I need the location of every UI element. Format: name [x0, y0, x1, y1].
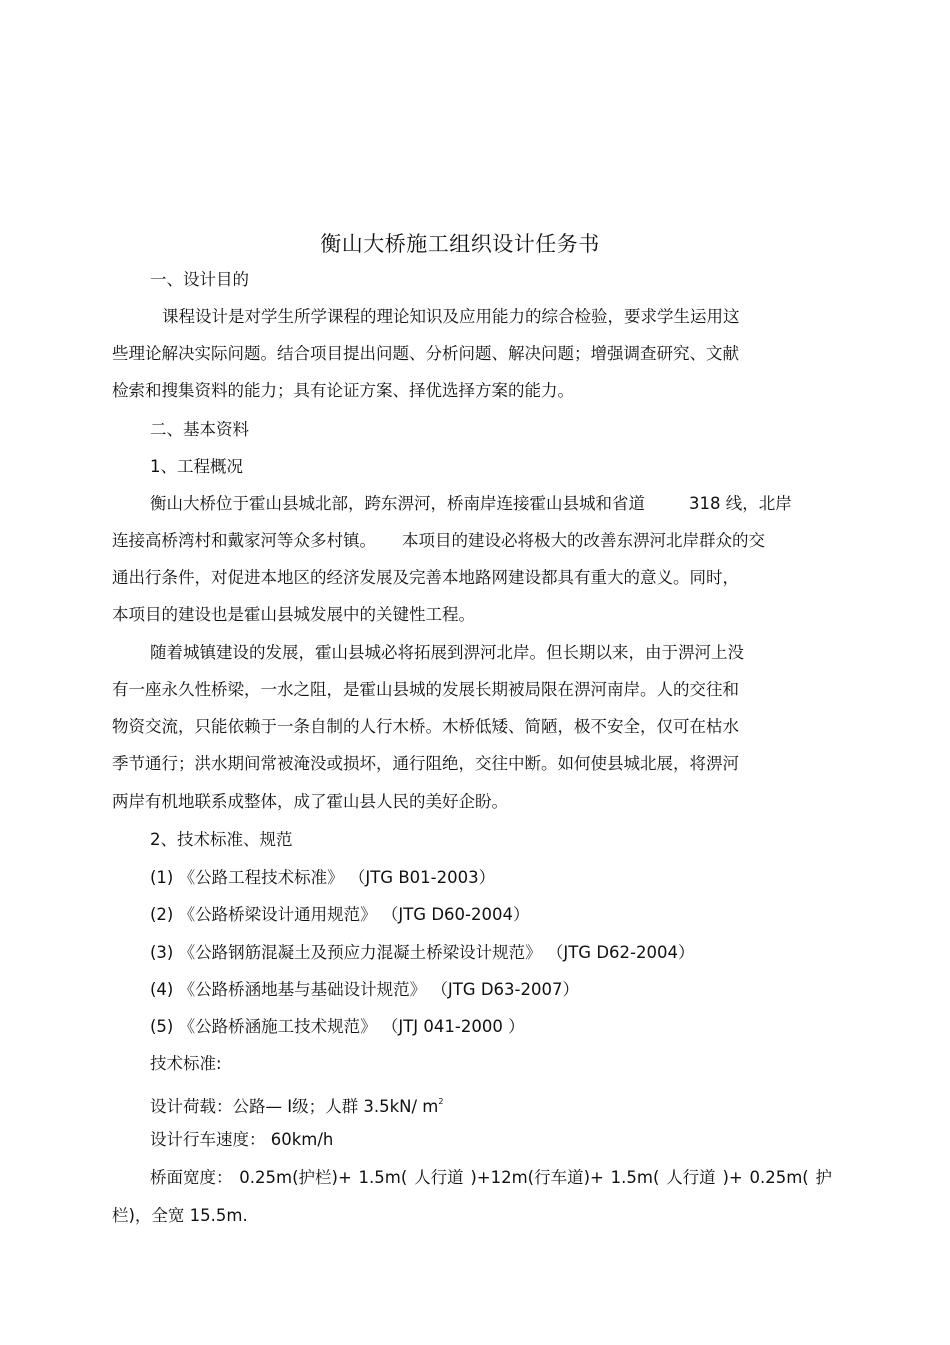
text-segment: 护 [815, 1168, 832, 1187]
deck-width-line [150, 1168, 832, 1188]
paragraph-line: 通出行条件，对促进本地区的经济发展及完善本地路网建设都具有重大的意义。同时， [112, 568, 739, 587]
text-segment: 连接高桥湾村和戴家河等众多村镇。 [112, 531, 376, 550]
standard-item: (2) 《公路桥梁设计通用规范》 （JTG D60-2004） [150, 905, 530, 924]
design-speed: 设计行车速度： 60km/h [150, 1130, 334, 1149]
tech-standard-label: 技术标准: [150, 1054, 222, 1073]
paragraph-line: 两岸有机地联系成整体，成了霍山县人民的美好企盼。 [112, 792, 508, 811]
document-title: 衡山大桥施工组织设计任务书 [320, 232, 600, 256]
section-heading-basic-data: 二、基本资料 [150, 420, 249, 439]
text-segment: 衡山大桥位于霍山县城北部，跨东淠河，桥南岸连接霍山县城和省道 [150, 494, 645, 513]
standard-item: (3) 《公路钢筋混凝土及预应力混凝土桥梁设计规范》 （JTG D62-2004） [150, 943, 695, 962]
text-segment: 0.25m( [749, 1168, 809, 1187]
text-segment: 桥面宽度： [150, 1168, 233, 1187]
standard-item: (4) 《公路桥涵地基与基础设计规范》 （JTG D63-2007） [150, 980, 579, 999]
text-segment: )+12m(行车道)+ [470, 1168, 604, 1187]
superscript: 2 [438, 1097, 444, 1106]
design-load [150, 1092, 443, 1117]
paragraph-line: 有一座永久性桥梁，一水之阻，是霍山县城的发展长期被局限在淠河南岸。人的交往和 [112, 680, 739, 699]
section-heading-purpose: 一、设计目的 [150, 270, 249, 289]
text-segment: 人行道 [666, 1168, 716, 1187]
subsection-heading-overview: 1、工程概况 [150, 457, 243, 476]
paragraph-line: 本项目的建设也是霍山县城发展中的关键性工程。 [112, 605, 475, 624]
paragraph-line [112, 531, 765, 551]
standard-item: (5) 《公路桥涵施工技术规范》 （JTJ 041-2000 ） [150, 1017, 525, 1036]
text-segment: 1.5m( [610, 1168, 660, 1187]
subsection-heading-standards: 2、技术标准、规范 [150, 830, 293, 849]
paragraph-line: 课程设计是对学生所学课程的理论知识及应用能力的综合检验，要求学生运用这 [162, 307, 740, 326]
design-load-text: 设计荷载：公路— Ⅰ级；人群 3.5kN/ m [150, 1097, 439, 1116]
text-segment: 0.25m(护栏)+ [239, 1168, 352, 1187]
standard-item: (1) 《公路工程技术标准》 （JTG B01-2003） [150, 868, 496, 887]
deck-width-line: 栏)，全宽 15.5m. [112, 1206, 248, 1225]
text-segment: 1.5m( [358, 1168, 408, 1187]
text-segment: )+ [722, 1168, 743, 1187]
paragraph-line: 些理论解决实际问题。结合项目提出问题、分析问题、解决问题；增强调查研究、文献 [112, 344, 739, 363]
text-segment: 318 线，北岸 [689, 494, 792, 513]
paragraph-line: 检索和搜集资料的能力；具有论证方案、择优选择方案的能力。 [112, 381, 574, 400]
text-segment: 本项目的建设必将极大的改善东淠河北岸群众的交 [402, 531, 765, 550]
paragraph-line [150, 494, 792, 514]
paragraph-line: 随着城镇建设的发展，霍山县城必将拓展到淠河北岸。但长期以来，由于淠河上没 [150, 643, 744, 662]
text-segment: 人行道 [414, 1168, 464, 1187]
paragraph-line: 物资交流，只能依赖于一条自制的人行木桥。木桥低矮、简陋，极不安全，仅可在枯水 [112, 717, 739, 736]
paragraph-line: 季节通行；洪水期间常被淹没或损坏，通行阻绝，交往中断。如何使县城北展，将淠河 [112, 754, 739, 773]
